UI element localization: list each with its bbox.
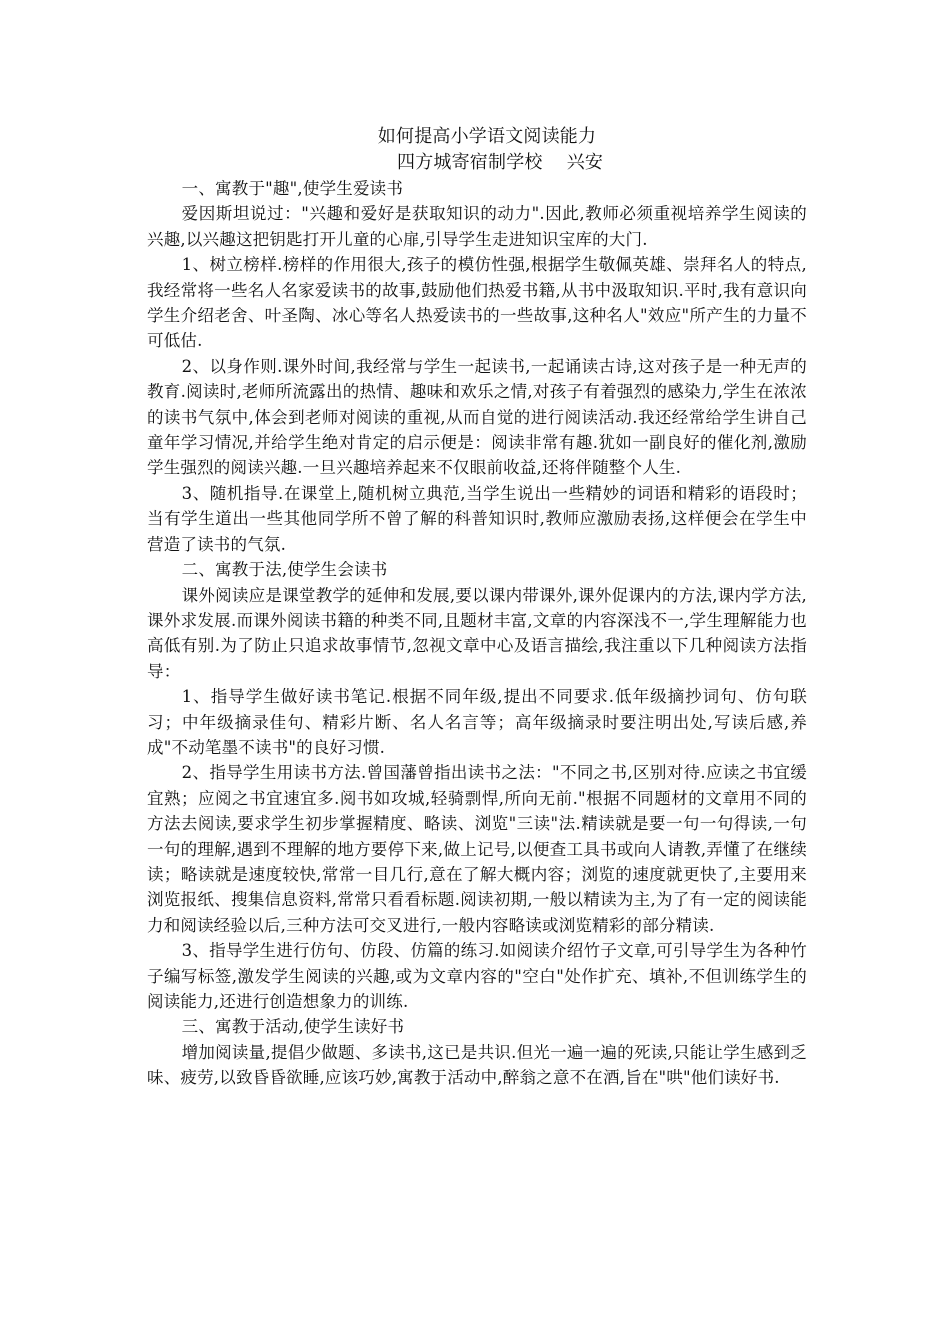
paragraph: 3、随机指导.在课堂上,随机树立典范,当学生说出一些精妙的词语和精彩的语段时；当有学生道出一些其他同学所不曾了解的科普知识时,教师应激励表扬,这样便会在学生中营造了读书的气氛. [147,483,807,554]
paragraph: 2、指导学生用读书方法.曾国藩曾指出读书之法："不同之书,区别对待.应读之书宜缓宜熟；应阅之书宜速宜多.阅书如攻城,轻骑剽悍,所向无前."根据不同题材的文章用不同的方法去阅读,要求学生初步掌握精度、略读、浏览"三读"法.精读就是要一句一句得读,一句一句的理解,遇到不理解的地方要停下来,做上记号,以便查工具书或向人请教,弄懂了在继续读；略读就是速度较快,常常一目几行,意在了解大概内容；浏览的速度就更快了,主要用来浏览报纸、搜集信息资料,常常只看看标题.阅读初期,一般以精读为主,为了有一定的阅读能力和阅读经验以后,三种方法可交叉进行,一般内容略读或浏览精彩的部分精读. [147,763,807,935]
section-heading-3: 三、寓教于活动,使学生读好书 [181,1017,405,1037]
paragraph: 2、以身作则.课外时间,我经常与学生一起读书,一起诵读古诗,这对孩子是一种无声的教育.阅读时,老师所流露出的热情、趣味和欢乐之情,对孩子有着强烈的感染力,学生在浓浓的读书气氛中,体会到老师对阅读的重视,从而自觉的进行阅读活动.我还经常给学生讲自己童年学习情况,并给学生绝对肯定的启示便是：阅读非常有趣.犹如一副良好的催化剂,激励学生强烈的阅读兴趣.一旦兴趣培养起来不仅眼前收益,还将伴随整个人生. [147,356,807,478]
section-heading-2: 二、寓教于法,使学生会读书 [181,560,388,580]
paragraph: 爱因斯坦说过："兴趣和爱好是获取知识的动力".因此,教师必须重视培养学生阅读的兴趣,以兴趣这把钥匙打开儿童的心扉,引导学生走进知识宝库的大门. [147,204,807,249]
paragraph: 3、指导学生进行仿句、仿段、仿篇的练习.如阅读介绍竹子文章,可引导学生为各种竹子编写标签,激发学生阅读的兴趣,或为文章内容的"空白"处作扩充、填补,不但训练学生的阅读能力,还进行创造想象力的训练. [147,941,807,1011]
paragraph: 1、指导学生做好读书笔记.根据不同年级,提出不同要求.低年级摘抄词句、仿句联习；中年级摘录佳句、精彩片断、名人名言等；高年级摘录时要注明出处,写读后感,养成"不动笔墨不读书"的良好习惯. [147,687,807,757]
document-page [147,124,807,1091]
paragraph: 课外阅读应是课堂教学的延伸和发展,要以课内带课外,课外促课内的方法,课内学方法,课外求发展.而课外阅读书籍的种类不同,且题材丰富,文章的内容深浅不一,学生理解能力也高低有别.为了防止只追求故事情节,忽视文章中心及语言描绘,我注重以下几种阅读方法指导： [147,585,807,681]
author-line: 四方城寄宿制学校 兴安 [397,152,604,173]
paragraph: 1、树立榜样.榜样的作用很大,孩子的模仿性强,根据学生敬佩英雄、崇拜名人的特点,我经常将一些名人名家爱读书的故事,鼓励他们热爱书籍,从书中汲取知识.平时,我有意识向学生介绍老舍、叶圣陶、冰心等名人热爱读书的一些故事,这种名人"效应"所产生的力量不可低估. [147,255,807,351]
paragraph: 增加阅读量,提倡少做题、多读书,这已是共识.但光一遍一遍的死读,只能让学生感到乏味、疲劳,以致昏昏欲睡,应该巧妙,寓教于活动中,醉翁之意不在酒,旨在"哄"他们读好书. [147,1042,807,1088]
document-title: 如何提高小学语文阅读能力 [377,126,597,147]
section-heading-1: 一、寓教于"趣",使学生爱读书 [181,179,404,198]
